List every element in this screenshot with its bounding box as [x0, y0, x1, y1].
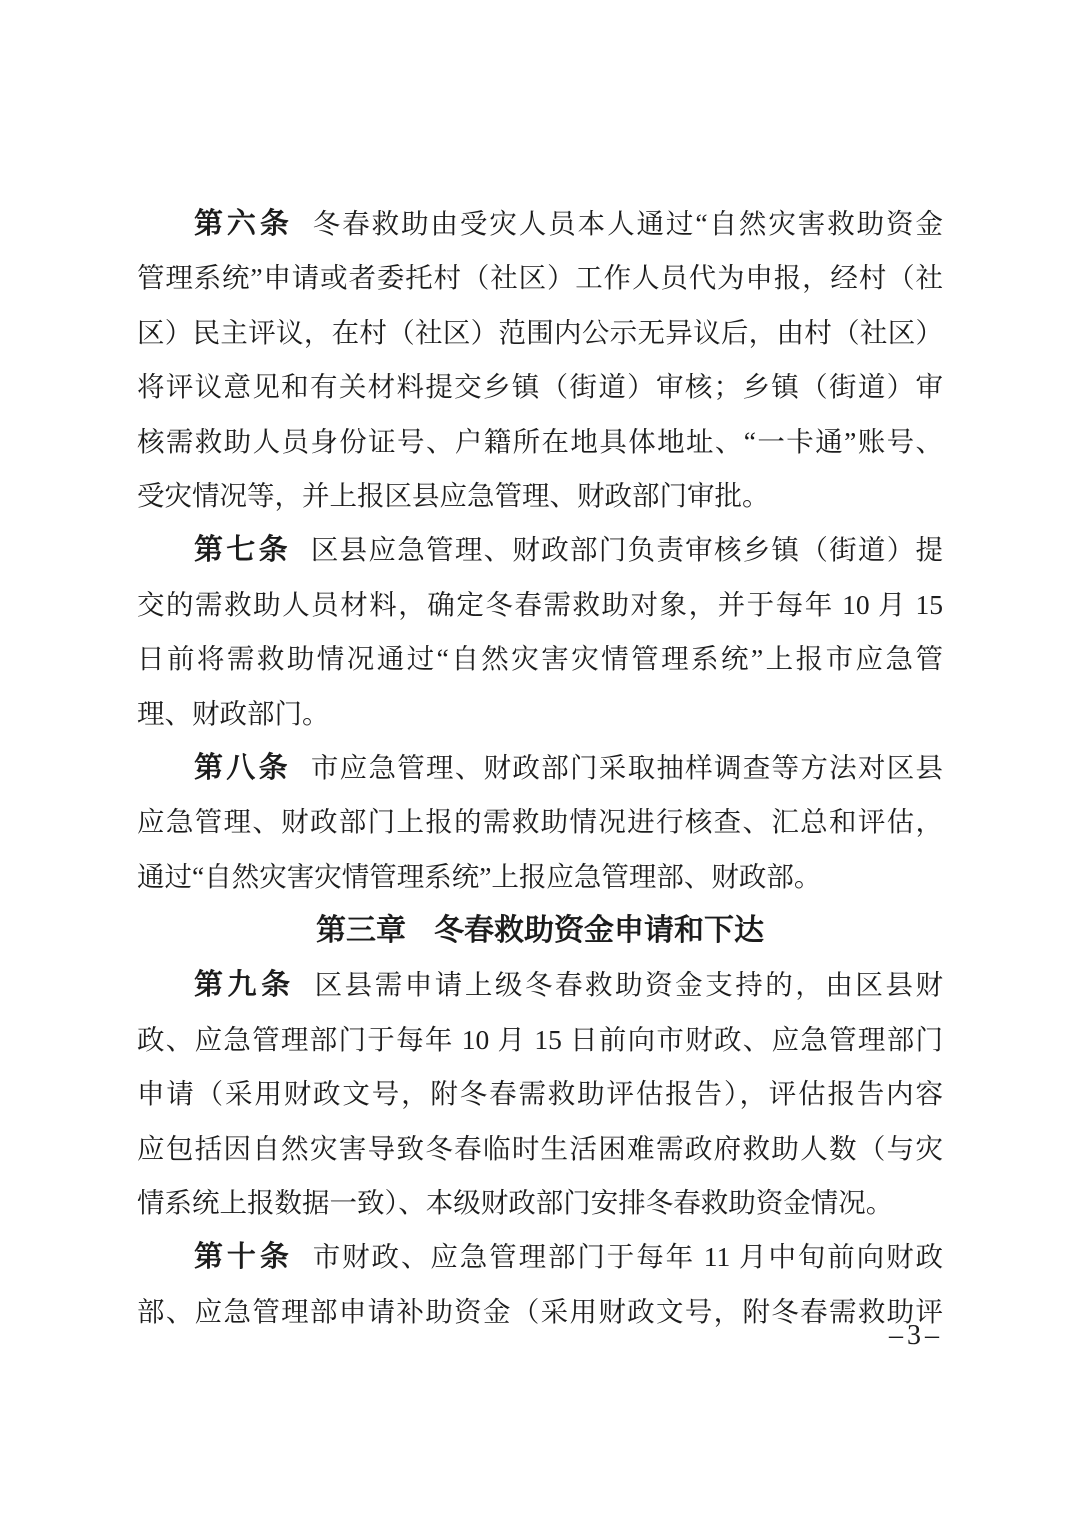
- chapter-label: 第三章: [316, 914, 406, 948]
- body-text-line: [137, 469, 943, 523]
- body-text: 申请（采用财政文号，附冬春需救助评估报告），评估报告内容: [137, 1078, 943, 1110]
- document-text-block: [137, 197, 943, 1339]
- body-text: 部、应急管理部申请补助资金（采用财政文号，附冬春需救助评: [137, 1295, 943, 1327]
- body-text-line: [137, 523, 943, 577]
- body-text-line: [137, 578, 943, 632]
- body-text-line: [137, 850, 943, 904]
- body-text: 情系统上报数据一致）、本级财政部门安排冬春救助资金情况。: [137, 1187, 894, 1219]
- body-text: 区县需申请上级冬春救助资金支持的，由区县财: [314, 969, 943, 1001]
- article-label: 第十条: [194, 1241, 293, 1274]
- body-text: 通过“自然灾害灾情管理系统”上报应急管理部、财政部。: [137, 860, 822, 892]
- body-text-line: [137, 1122, 943, 1176]
- article-label: 第八条: [194, 751, 291, 784]
- body-text-line: [137, 741, 943, 795]
- body-text-line: [137, 1176, 943, 1230]
- body-text-line: [137, 1067, 943, 1121]
- body-text: 应包括因自然灾害导致冬春临时生活困难需政府救助人数（与灾: [137, 1132, 943, 1164]
- body-text-line: [137, 795, 943, 849]
- article-label: 第七条: [194, 534, 291, 567]
- body-text: 区县应急管理、财政部门负责审核乡镇（街道）提: [310, 534, 943, 566]
- chapter-heading: [137, 904, 943, 958]
- body-text-line: [137, 632, 943, 686]
- body-text: 应急管理、财政部门上报的需救助情况进行核查、汇总和评估，: [137, 806, 943, 838]
- article-label: 第九条: [194, 969, 295, 1002]
- body-text-line: [137, 306, 943, 360]
- body-text-line: [137, 415, 943, 469]
- body-text: 日前将需救助情况通过“自然灾害灾情管理系统”上报市应急管: [137, 643, 943, 675]
- page-number: –3–: [889, 1320, 943, 1351]
- body-text: 管理系统”申请或者委托村（社区）工作人员代为申报，经村（社: [137, 262, 943, 294]
- body-text: 市财政、应急管理部门于每年 11 月中旬前向财政: [312, 1241, 943, 1273]
- body-text-line: [137, 251, 943, 305]
- body-text: 政、应急管理部门于每年 10 月 15 日前向市财政、应急管理部门: [137, 1023, 943, 1055]
- body-text: 区）民主评议，在村（社区）范围内公示无异议后，由村（社区）: [137, 316, 943, 348]
- body-text: 市应急管理、财政部门采取抽样调查等方法对区县: [310, 751, 943, 783]
- body-text: 交的需救助人员材料，确定冬春需救助对象，并于每年 10 月 15: [137, 588, 943, 620]
- body-text: 受灾情况等，并上报区县应急管理、财政部门审批。: [137, 479, 770, 511]
- body-text: 理、财政部门。: [137, 697, 330, 729]
- body-text-line: [137, 197, 943, 251]
- body-text-line: [137, 360, 943, 414]
- body-text-line: [137, 687, 943, 741]
- body-text-line: [137, 1230, 943, 1284]
- chapter-title: 冬春救助资金申请和下达: [434, 914, 764, 948]
- article-label: 第六条: [194, 208, 293, 240]
- body-text: 冬春救助由受灾人员本人通过“自然灾害救助资金: [312, 208, 943, 239]
- body-text: 将评议意见和有关材料提交乡镇（街道）审核；乡镇（街道）审: [137, 371, 943, 403]
- body-text-line: [137, 1013, 943, 1067]
- body-text-line: [137, 958, 943, 1012]
- body-text: 核需救助人员身份证号、户籍所在地具体地址、“一卡通”账号、: [137, 425, 943, 457]
